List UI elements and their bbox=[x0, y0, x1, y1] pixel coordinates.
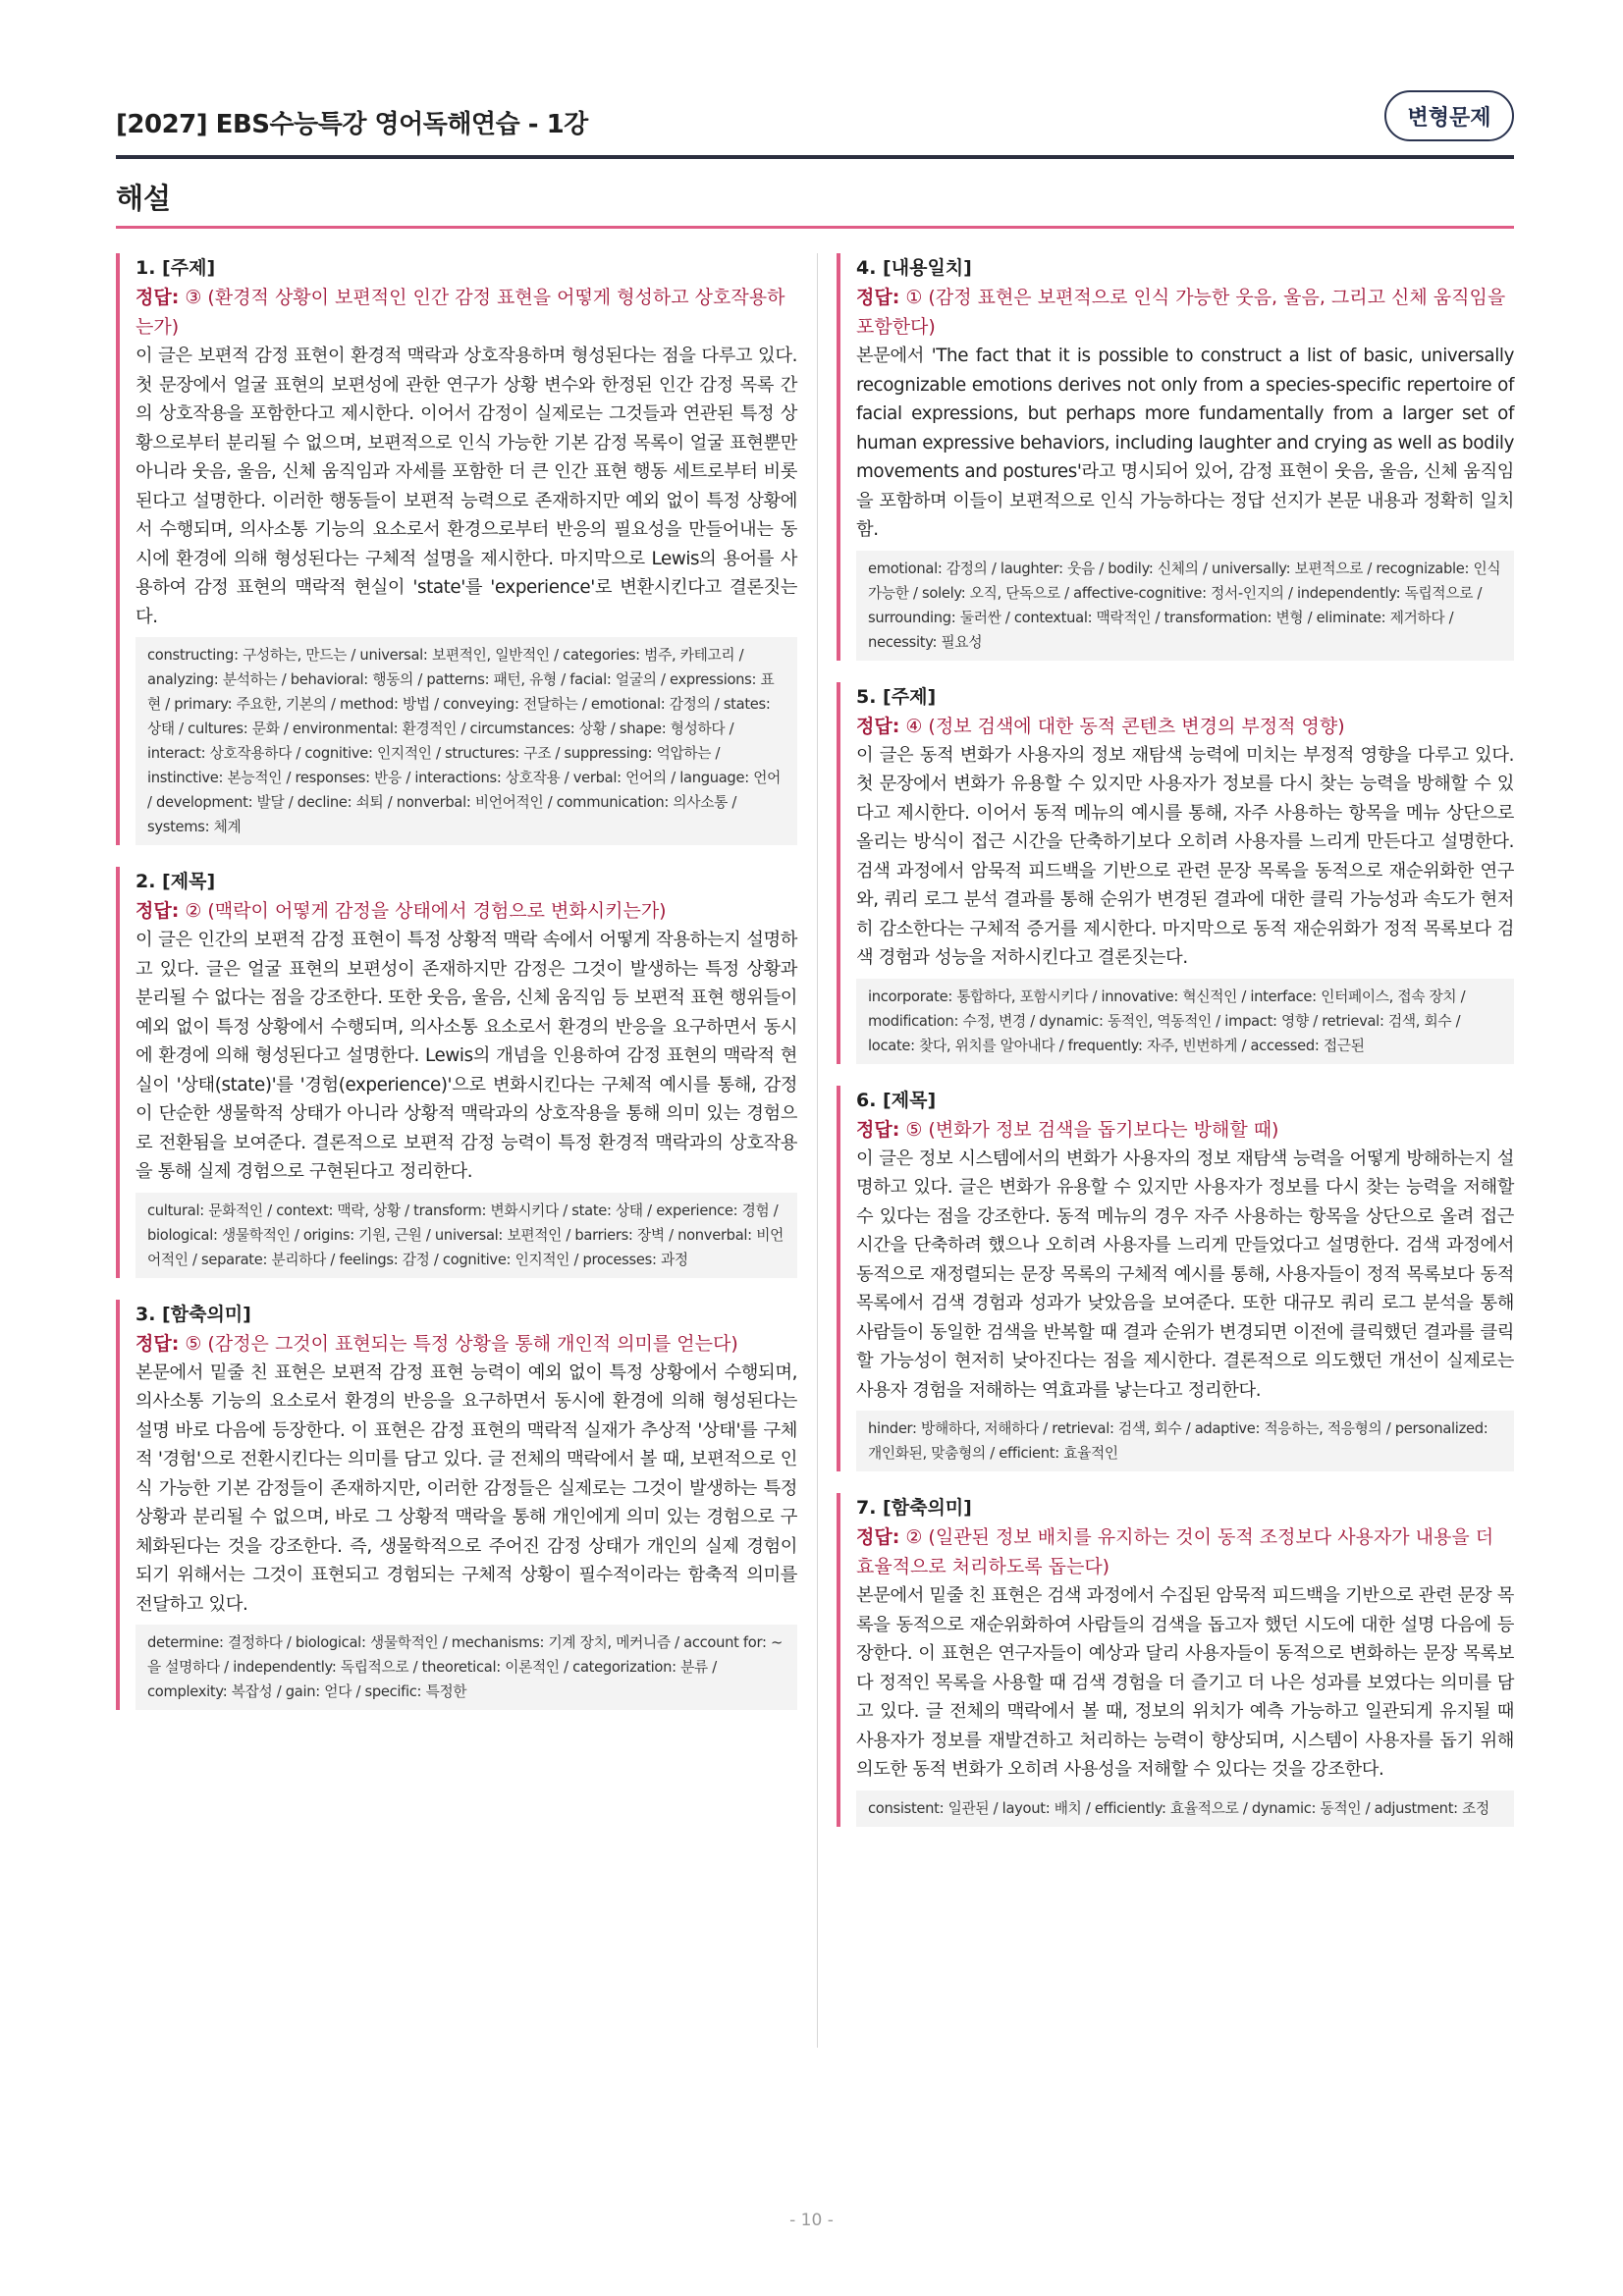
answer-text: ③ (환경적 상황이 보편적인 인간 감정 표현을 어떻게 형성하고 상호작용하는가) bbox=[135, 287, 785, 338]
variant-badge: 변형문제 bbox=[1384, 90, 1514, 141]
question-heading: 6. [제목] bbox=[856, 1089, 937, 1111]
page-number: - 10 - bbox=[789, 2211, 834, 2230]
vocabulary-box: emotional: 감정의 / laughter: 웃음 / bodily: 신체의 / universally: 보편적으로 / recognizable: 인식 가능한 / solely: 오직, 단독으로 / affective-cognitive: 정서-인지의 / independently: 독립적으로 / surrounding: 둘러싼 / contextual: 맥락적인 / transformation: 변형 / eliminate: 제거하다 / necessity: 필요성 bbox=[856, 551, 1514, 661]
vocabulary-box: consistent: 일관된 / layout: 배치 / efficiently: 효율적으로 / dynamic: 동적인 / adjustment: 조정 bbox=[856, 1790, 1514, 1827]
explanation-text: 본문에서 밑줄 친 표현은 검색 과정에서 수집된 암묵적 피드백을 기반으로 관련 문장 목록을 동적으로 재순위화하여 사람들의 검색을 돕고자 했던 시도에 대한 설명 다음에 등장한다. 이 표현은 연구자들이 예상과 달리 사용자들이 동적으로 변화하는 문장 목록보다 정적인 목록을 사용할 때 검색 경험을 더 즐기고 더 나은 성과를 보였다는 의미를 담고 있다. 글 전체의 맥락에서 볼 때, 정보의 위치가 예측 가능하고 일관되게 유지될 때 사용자가 정보를 재발견하고 처리하는 능력이 향상되며, 시스템이 사용자를 돕기 위해 의도한 동적 변화가 오히려 사용성을 저해할 수 있다는 것을 강조한다. bbox=[856, 1585, 1514, 1780]
answer-text: ② (맥락이 어떻게 감정을 상태에서 경험으로 변화시키는가) bbox=[185, 900, 667, 922]
question-block-3 bbox=[116, 1300, 797, 1711]
answer-label: 정답: bbox=[135, 900, 180, 922]
page-header bbox=[116, 90, 1514, 149]
question-block-4 bbox=[837, 253, 1514, 661]
document-title: [2027] EBS수능특강 영어독해연습 - 1강 bbox=[116, 110, 588, 139]
answer-line bbox=[135, 1329, 797, 1359]
explanation-text: 이 글은 동적 변화가 사용자의 정보 재탐색 능력에 미치는 부정적 영향을 다루고 있다. 첫 문장에서 변화가 유용할 수 있지만 사용자가 정보를 다시 찾는 능력을 방해할 수 있다고 제시한다. 이어서 동적 메뉴의 예시를 통해, 자주 사용하는 항목을 메뉴 상단으로 올리는 방식이 접근 시간을 단축하기보다 오히려 사용자를 느리게 만든다고 설명한다. 검색 과정에서 암묵적 피드백을 기반으로 관련 문장 목록을 동적으로 재순위화한 연구와, 쿼리 로그 분석 결과를 통해 순위가 변경된 결과에 대한 클릭 가능성과 속도가 현저히 감소한다는 구체적 증거를 제시한다. 마지막으로 동적 재순위화가 정적 목록보다 검색 경험과 성능을 저하시킨다고 결론짓는다. bbox=[856, 744, 1514, 968]
vocabulary-box: cultural: 문화적인 / context: 맥락, 상황 / transform: 변화시키다 / state: 상태 / experience: 경험 / biological: 생물학적인 / origins: 기원, 근원 / universal: 보편적인 / barriers: 장벽 / nonverbal: 비언어적인 / separate: 분리하다 / feelings: 감정 / cognitive: 인지적인 / processes: 과정 bbox=[135, 1193, 797, 1278]
vocabulary-box: determine: 결정하다 / biological: 생물학적인 / mechanisms: 기계 장치, 메커니즘 / account for: ~을 설명하다 / independently: 독립적으로 / theoretical: 이론적인 / categorization: 분류 / complexity: 복잡성 / gain: 얻다 / specific: 특정한 bbox=[135, 1625, 797, 1710]
section-title: 해설 bbox=[116, 182, 172, 215]
answer-line bbox=[135, 896, 797, 926]
explanation-text: 본문에서 'The fact that it is possible to construct a list of basic, universally recognizable emotions derives not only from a species-specific repertoire of facial expressions, but perhaps more fundamentally from a larger set of human expressive behaviors, including laughter and crying as well as bodily movements and postures'라고 명시되어 있어, 감정 표현이 웃음, 울음, 신체 움직임을 포함하며 이들이 보편적으로 인식 가능하다는 정답 선지가 본문 내용과 정확히 일치함. bbox=[856, 346, 1514, 540]
explanation-text: 본문에서 밑줄 친 표현은 보편적 감정 표현 능력이 예외 없이 특정 상황에서 수행되며, 의사소통 기능의 요소로서 환경의 반응을 요구하면서 동시에 환경에 의해 형성된다는 설명 바로 다음에 등장한다. 이 표현은 감정 표현의 맥락적 실재가 추상적 '상태'를 구체적 '경험'으로 전환시킨다는 의미를 담고 있다. 글 전체의 맥락에서 볼 때, 보편적으로 인식 가능한 기본 감정들이 존재하지만, 이러한 감정들은 실제로는 그것이 발생하는 특정 상황과 분리될 수 없으며, 바로 그 상황적 맥락을 통해 개인에게 의미 있는 경험으로 구체화된다는 것을 강조한다. 즉, 생물학적으로 주어진 감정 상태가 개인의 실제 경험이 되기 위해서는 그것이 표현되고 경험되는 구체적 상황이 필수적이라는 함축적 의미를 전달하고 있다. bbox=[135, 1362, 797, 1615]
answer-text: ① (감정 표현은 보편적으로 인식 가능한 웃음, 울음, 그리고 신체 움직임을 포함한다) bbox=[856, 287, 1506, 338]
question-block-1 bbox=[116, 253, 797, 845]
question-block-2 bbox=[116, 867, 797, 1278]
question-heading: 5. [주제] bbox=[856, 685, 937, 708]
answer-label: 정답: bbox=[856, 287, 900, 308]
header-divider bbox=[116, 155, 1514, 159]
question-heading: 4. [내용일치] bbox=[856, 257, 972, 279]
answer-line bbox=[856, 712, 1514, 741]
answer-text: ④ (정보 검색에 대한 동적 콘텐츠 변경의 부정적 영향) bbox=[905, 715, 1345, 737]
answer-line bbox=[856, 283, 1514, 342]
vocabulary-box: hinder: 방해하다, 저해하다 / retrieval: 검색, 회수 / adaptive: 적응하는, 적응형의 / personalized: 개인화된, 맞춤형의 / efficient: 효율적인 bbox=[856, 1411, 1514, 1471]
answer-text: ⑤ (감정은 그것이 표현되는 특정 상황을 통해 개인적 의미를 얻는다) bbox=[185, 1332, 738, 1355]
answer-label: 정답: bbox=[856, 1118, 900, 1141]
question-heading: 1. [주제] bbox=[135, 257, 216, 279]
answer-label: 정답: bbox=[135, 287, 180, 308]
answer-line bbox=[856, 1522, 1514, 1581]
question-block-7 bbox=[837, 1493, 1514, 1827]
explanation-text: 이 글은 보편적 감정 표현이 환경적 맥락과 상호작용하며 형성된다는 점을 다루고 있다. 첫 문장에서 얼굴 표현의 보편성에 관한 연구가 상황 변수와 한정된 인간 감정 목록 간의 상호작용을 포함한다고 제시한다. 이어서 감정이 실제로는 그것들과 연관된 특정 상황으로부터 분리될 수 없으며, 보편적으로 인식 가능한 기본 감정 목록이 얼굴 표현뿐만 아니라 웃음, 울음, 신체 움직임과 자세를 포함한 더 큰 인간 표현 행동 세트로부터 비롯된다고 설명한다. 이러한 행동들이 보편적 능력으로 존재하지만 예외 없이 특정 상황에서 수행되며, 의사소통 기능의 요소로서 환경으로부터 반응의 필요성을 만들어내는 동시에 환경에 의해 형성된다는 구체적 설명을 제시한다. 마지막으로 Lewis의 용어를 사용하여 감정 표현의 맥락적 현실이 'state'를 'experience'로 변환시킨다고 결론짓는다. bbox=[135, 346, 797, 627]
question-block-5 bbox=[837, 682, 1514, 1064]
right-column bbox=[837, 253, 1514, 1848]
vocabulary-box: constructing: 구성하는, 만드는 / universal: 보편적인, 일반적인 / categories: 범주, 카테고리 / analyzing: 분석하는 / behavioral: 행동의 / patterns: 패턴, 유형 / facial: 얼굴의 / expressions: 표현 / primary: 주요한, 기본의 / method: 방법 / conveying: 전달하는 / emotional: 감정의 / states: 상태 / cultures: 문화 / environmental: 환경적인 / circumstances: 상황 / shape: 형성하다 / interact: 상호작용하다 / cognitive: 인지적인 / structures: 구조 / suppressing: 억압하는 / instinctive: 본능적인 / responses: 반응 / interactions: 상호작용 / verbal: 언어의 / language: 언어 / development: 발달 / decline: 쇠퇴 / nonverbal: 비언어적인 / communication: 의사소통 / systems: 체계 bbox=[135, 637, 797, 845]
answer-line bbox=[856, 1115, 1514, 1145]
question-heading: 3. [함축의미] bbox=[135, 1303, 251, 1325]
question-heading: 7. [함축의미] bbox=[856, 1497, 972, 1519]
answer-text: ② (일관된 정보 배치를 유지하는 것이 동적 조정보다 사용자가 내용을 더 효율적으로 처리하도록 돕는다) bbox=[856, 1526, 1494, 1577]
explanation-text: 이 글은 정보 시스템에서의 변화가 사용자의 정보 재탐색 능력을 어떻게 방해하는지 설명하고 있다. 글은 변화가 유용할 수 있지만 사용자가 정보를 다시 찾는 능력을 저해할 수 있다는 점을 강조한다. 동적 메뉴의 경우 자주 사용하는 항목을 상단으로 올려 접근 시간을 단축하려 했으나 오히려 사용자를 느리게 만들었다고 설명한다. 검색 과정에서 동적으로 재정렬되는 문장 목록의 구체적 예시를 통해, 사용자들이 정적 목록보다 동적 목록에서 검색 경험과 성과가 낮았음을 보여준다. 또한 대규모 쿼리 로그 분석을 통해 사람들이 동일한 검색을 반복할 때 결과 순위가 변경되면 이전에 클릭했던 결과를 클릭할 가능성이 현저히 낮아진다는 점을 제시한다. 결론적으로 의도했던 개선이 실제로는 사용자 경험을 저해하는 역효과를 낳는다고 정리한다. bbox=[856, 1148, 1514, 1401]
answer-label: 정답: bbox=[135, 1332, 180, 1355]
column-divider bbox=[817, 253, 818, 2048]
explanation-text: 이 글은 인간의 보편적 감정 표현이 특정 상황적 맥락 속에서 어떻게 작용하는지 설명하고 있다. 글은 얼굴 표현의 보편성이 존재하지만 감정은 그것이 발생하는 특정 상황과 분리될 수 없다는 점을 강조한다. 또한 웃음, 울음, 신체 움직임 등 보편적 표현 행위들이 예외 없이 특정 상황에서 수행되며, 의사소통 요소로서 환경의 반응을 요구하면서 동시에 환경에 의해 형성된다고 설명한다. Lewis의 개념을 인용하여 감정 표현의 맥락적 현실이 '상태(state)'를 '경험(experience)'으로 변화시킨다는 구체적 예시를 통해, 감정이 단순한 생물학적 상태가 아니라 상황적 맥락과의 상호작용을 통해 의미 있는 경험으로 전환됨을 보여준다. 결론적으로 보편적 감정 능력이 특정 환경적 맥락과의 상호작용을 통해 실제 경험으로 구현된다고 정리한다. bbox=[135, 930, 797, 1182]
answer-text: ⑤ (변화가 정보 검색을 돕기보다는 방해할 때) bbox=[905, 1118, 1279, 1141]
answer-label: 정답: bbox=[856, 715, 900, 737]
answer-label: 정답: bbox=[856, 1526, 900, 1548]
question-heading: 2. [제목] bbox=[135, 871, 216, 892]
section-divider bbox=[116, 226, 1514, 229]
question-block-6 bbox=[837, 1086, 1514, 1472]
answer-line bbox=[135, 283, 797, 342]
left-column bbox=[116, 253, 797, 1732]
vocabulary-box: incorporate: 통합하다, 포함시키다 / innovative: 혁신적인 / interface: 인터페이스, 접속 장치 / modification: 수정, 변경 / dynamic: 동적인, 역동적인 / impact: 영향 / retrieval: 검색, 회수 / locate: 찾다, 위치를 알아내다 / frequently: 자주, 빈번하게 / accessed: 접근된 bbox=[856, 979, 1514, 1064]
